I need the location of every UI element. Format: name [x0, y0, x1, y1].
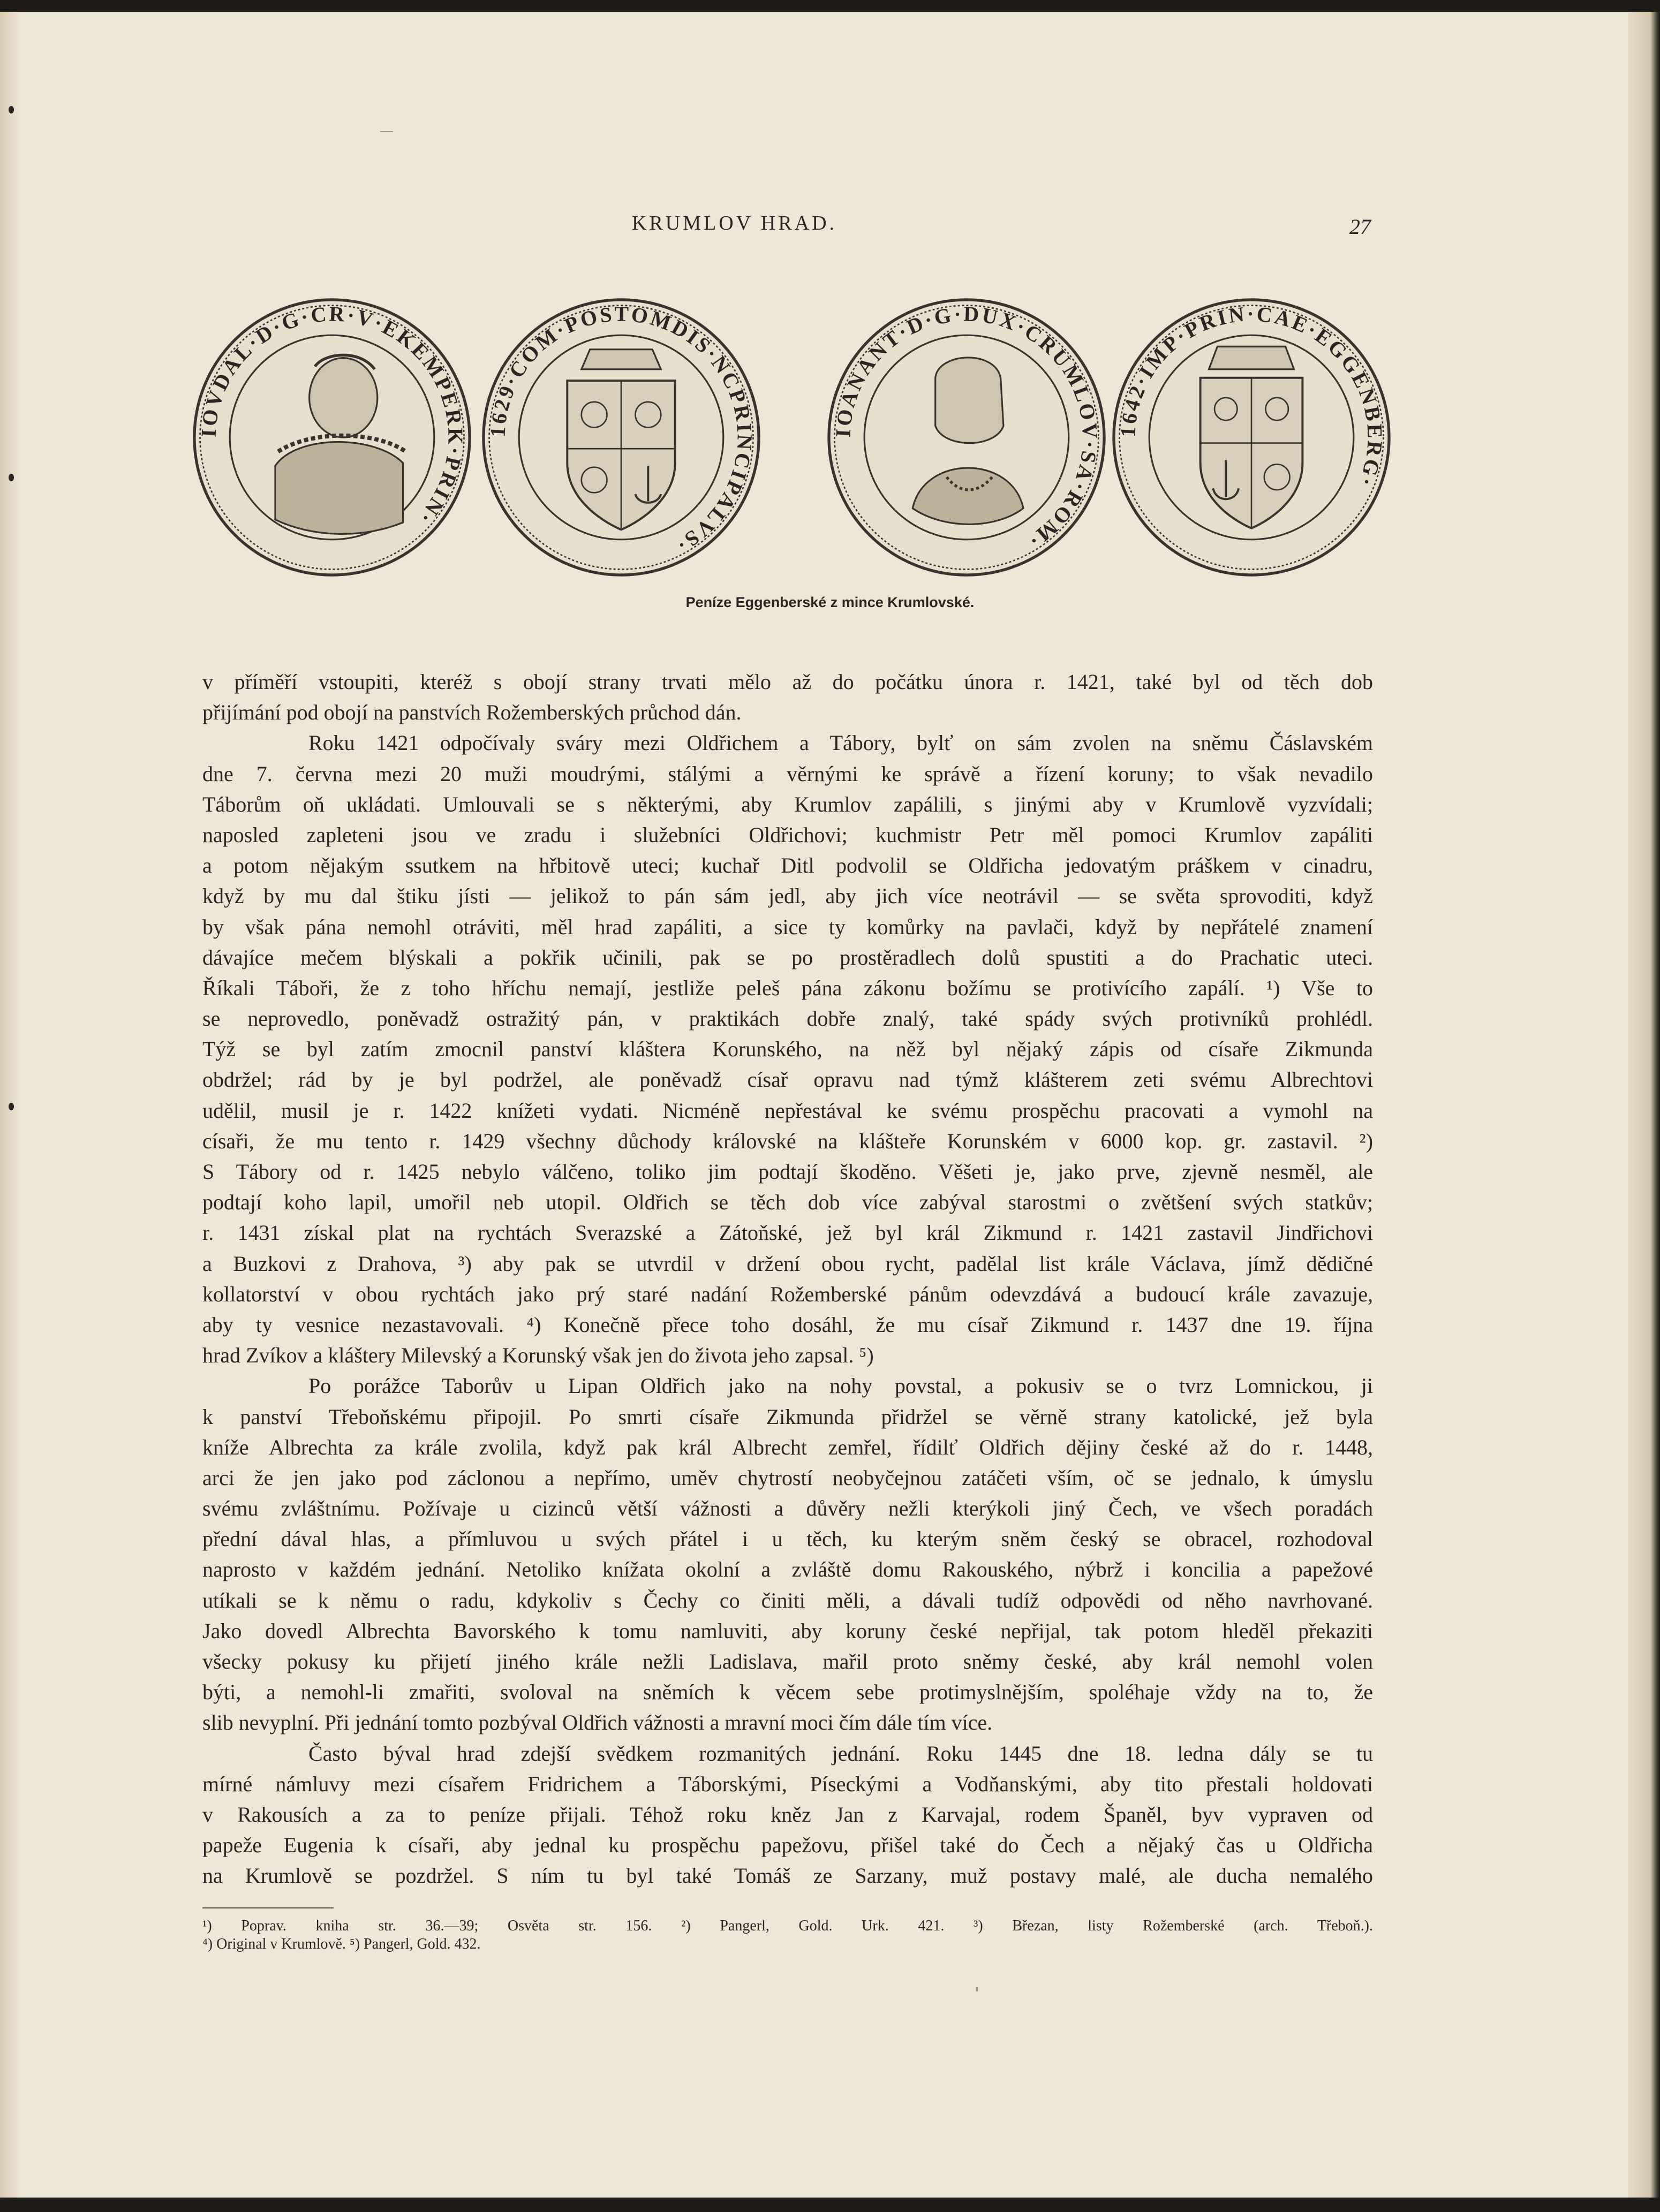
text-line: Říkali Táboři, že z toho hříchu nemají, jestliže peleš pána zákonu božímu se protivícího zapálí. ¹) Vše to [202, 975, 1373, 1000]
coin-portrait-obverse-3 [825, 296, 1108, 579]
text-line: Roku 1421 odpočívaly sváry mezi Oldřichem a Tábory, bylť on sám zvolen na sněmu Čáslavském [308, 731, 1373, 755]
text-line: a potom nějakým ssutkem na hřbitově uteci; kuchař Ditl podvolil se Oldřicha jedovatým práškem v cinadru, [202, 853, 1373, 878]
text-line: slib nevyplní. Při jednání tomto pozbýval Oldřich vážnosti a mravní moci čím dále tím více. [202, 1710, 993, 1735]
text-line: v Rakousích a za to peníze přijali. Téhož roku kněz Jan z Karvajal, rodem Španěl, byv vypraven od [202, 1802, 1373, 1827]
coin-4-legend: 1642·IMP·PRIN·CAE·EGGENBERG· [1116, 302, 1387, 491]
coin-2-legend: 1629·COM·POSTOMDIS·NCPRINCIPALVS· [486, 302, 757, 558]
text-line: by však pána nemohl otráviti, měl hrad zapáliti, a sice ty komůrky na pavlači, když by nepřátelé znamení [202, 914, 1373, 939]
text-line: hrad Zvíkov a kláštery Milevský a Korunský však jen do života jeho zapsal. ⁵) [202, 1343, 874, 1368]
text-line: udělil, musil je r. 1422 knížeti vydati. Nicméně nepřestával ke svému prospěchu pracovati a vymohl na [202, 1098, 1373, 1123]
binding-hole-1 [9, 106, 14, 113]
text-line: Týž se byl zatím zmocnil panství kláštera Korunského, na něž byl nějaký zápis od císaře Zikmunda [202, 1037, 1373, 1062]
text-line: kníže Albrechta za krále zvolila, když pak král Albrecht zemřel, řídilť Oldřich dějiny české až do r. 1448, [202, 1435, 1373, 1459]
page-mark [976, 1987, 978, 1991]
text-line: dávajíce mečem blýskali a pokřik učinili, pak se po prostěradlech dolů spustiti a do Prachatic uteci. [202, 945, 1373, 969]
text-line: Po porážce Taborův u Lipan Oldřich jako na nohy povstal, a pokusiv se o tvrz Lomnickou, ji [308, 1374, 1373, 1398]
page-mark [380, 131, 393, 132]
scan-border-top [0, 0, 1660, 12]
text-line: mírné námluvy mezi císařem Fridrichem a Táborskými, Píseckými a Vodňanskými, aby tito přestali holdovati [202, 1771, 1373, 1796]
body-text [202, 666, 1373, 1891]
text-line: obdržel; rád by je byl podržel, ale poněvadž císař opravu nad týmž klášterem zeti svému Albrechtovi [202, 1067, 1373, 1092]
text-line: papeže Eugenia k císaři, aby jednal ku prospěchu papežovu, přišel také do Čech a nějaký čas u Oldřicha [202, 1833, 1373, 1858]
text-line: svému zvláštnímu. Požívaje u cizinců větší vážnosti a důvěry nežli kterýkoli jiný Čech, ve všech poradách [202, 1496, 1373, 1521]
text-line: aby ty vesnice nezastavovali. ⁴) Konečně přece toho dosáhl, že mu císař Zikmund r. 1437 dne 19. října [202, 1312, 1373, 1337]
text-line: přijímání pod obojí na panstvích Rožemberských průchod dán. [202, 700, 742, 725]
text-line: S Tábory od r. 1425 nebylo válčeno, toliko jim podtají škoděno. Věšeti je, jako prve, zjevně nesměl, ale [202, 1160, 1373, 1184]
scan-border-bottom [0, 2198, 1660, 2212]
footnote-line: ¹) Poprav. kniha str. 36.—39; Osvěta str. 156. ²) Pangerl, Gold. Urk. 421. ³) Březan, listy Rožemberské (arch. Třeboň.). [202, 1918, 1373, 1934]
text-line: naprosto v každém jednání. Netoliko knížata okolní a zvláště domu Rakouského, nýbrž i koncilia a papežové [202, 1557, 1373, 1582]
text-line: všecky pokusy ku přijetí jiného krále nežli Ladislava, mařil proto sněmy české, aby král nemohl volen [202, 1649, 1373, 1673]
text-line: podtají koho lapil, umořil neb utopil. Oldřich se těch dob více zabýval starostmi o zvětšení svých statkův; [202, 1190, 1373, 1215]
text-line: arci že jen jako pod záclonou a nepřímo, uměv chytrostí neobyčejnou zatáčeti vším, oč se jednalo, k úmyslu [202, 1465, 1373, 1490]
book-binding-edge [1628, 0, 1660, 2212]
text-line: přední dával hlas, a přímluvou u svých přátel i u těch, ku kterým sněm český se obracel, rozhodoval [202, 1527, 1373, 1551]
text-line: Táborům oň ukládati. Umlouvali se s některými, aby Krumlov zapálili, s jinými aby v Krumlově vyzvídali; [202, 792, 1373, 816]
footnote-rule [202, 1907, 334, 1908]
coin-arms-reverse-4 [1110, 296, 1393, 579]
text-line: císaři, že mu tento r. 1429 všechny důchody královské na klášteře Korunském v 6000 kop. gr. zastavil. ²) [202, 1128, 1373, 1153]
coin-portrait-obverse-1 [190, 296, 474, 579]
text-line: utíkali se k němu o radu, kdykoliv s Čechy co činiti měli, a dávali tudíž odpovědi od něho navrhované. [202, 1588, 1373, 1612]
text-line: r. 1431 získal plat na rychtách Sverazské a Zátoňské, jež byl král Zikmund r. 1421 zastavil Jindřichovi [202, 1221, 1373, 1245]
binding-hole-2 [9, 474, 14, 481]
coin-3-legend: IOANANT·D·G·DUX·CRUMLOV·SA·ROM· [831, 302, 1102, 554]
text-line: kollatorství v obou rychtách jako prý staré nadání Rožemberské pánům odevzdává a budoucí krále zavazuje, [202, 1282, 1373, 1306]
text-line: k panství Třeboňskému připojil. Po smrti císaře Zikmunda přidržel se věrně strany katolické, jež byla [202, 1404, 1373, 1429]
page-number: 27 [1349, 215, 1371, 239]
text-line: v příměří vstoupiti, kteréž s obojí strany trvati mělo až do počátku února r. 1421, také byl od těch dob [202, 670, 1373, 694]
text-line: naposled zapleteni jsou ve zradu i služebníci Oldřichovi; kuchmistr Petr měl pomoci Krumlov zapáliti [202, 822, 1373, 847]
text-line: na Krumlově se pozdržel. S ním tu byl také Tomáš ze Sarzany, muž postavy malé, ale ducha nemalého [202, 1863, 1373, 1888]
text-line: když by mu dal štiku jísti — jelikož to pán sám jedl, aby jich více neotrávil — se světa sprovoditi, když [202, 884, 1373, 908]
text-line: dne 7. června mezi 20 muži moudrými, stálými a věrnými ke správě a řízení koruny; to však nevadilo [202, 761, 1373, 786]
coin-arms-reverse-2 [479, 296, 763, 579]
text-line: a Buzkovi z Drahova, ³) aby pak se utvrdil v držení obou rycht, padělal list krále Václava, jímž dědičné [202, 1251, 1373, 1276]
text-line: býti, a nemohl-li zmařiti, svoloval na sněmích k věcem sebe protimyslnějším, spoléhaje vždy na to, že [202, 1680, 1373, 1705]
coin-1-legend: IOVDAL·D·G·CR·V·EKEMPERK·PRIN· [197, 302, 467, 530]
text-line: se neprovedlo, poněvadž ostražitý pán, v praktikách dobře znalý, také spády svých protivníků prohlédl. [202, 1006, 1373, 1031]
running-title: KRUMLOV HRAD. [632, 212, 837, 234]
footnote-line: ⁴) Original v Krumlově. ⁵) Pangerl, Gold. 432. [202, 1936, 481, 1952]
text-line: Často býval hrad zdejší svědkem rozmanitých jednání. Roku 1445 dne 18. ledna dály se tu [308, 1741, 1373, 1766]
figure-caption: Peníze Eggenberské z mince Krumlovské. [685, 594, 975, 610]
text-line: Jako dovedl Albrechta Bavorského k tomu namluviti, aby koruny české nepřijal, tak potom hleděl překaziti [202, 1618, 1373, 1643]
footnotes [202, 1917, 1373, 1953]
binding-hole-3 [9, 1103, 14, 1110]
